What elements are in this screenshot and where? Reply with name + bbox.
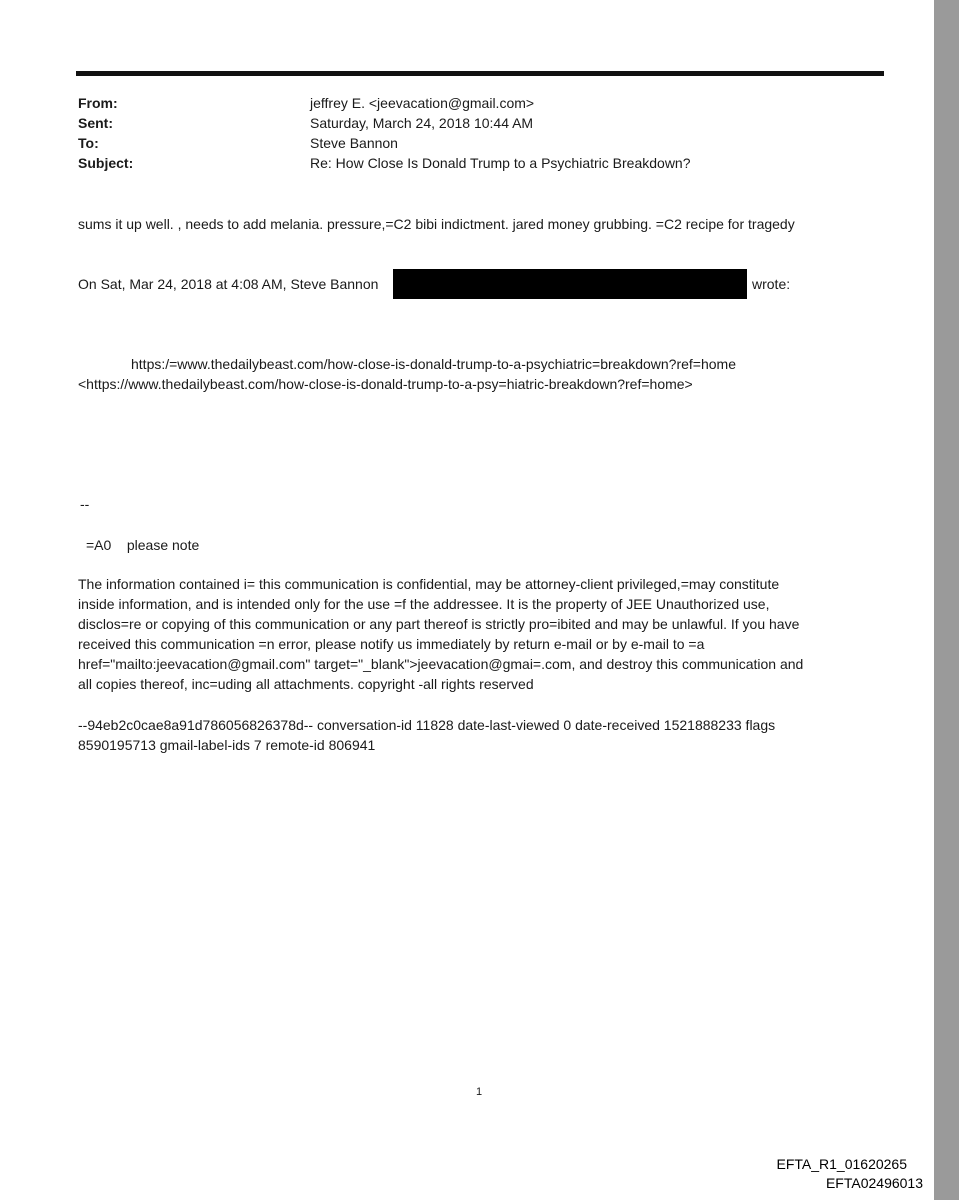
to-row — [78, 133, 878, 153]
to-label: To: — [78, 135, 99, 151]
from-value: jeffrey E. <jeevacation@gmail.com> — [310, 95, 535, 111]
quote-intro-wrote: wrote: — [752, 276, 791, 292]
from-label: From: — [78, 95, 118, 111]
bates-number-primary: EFTA_R1_01620265 — [776, 1156, 907, 1172]
signature-separator: -- — [80, 496, 90, 512]
disclaimer-line: disclos=re or copying of this communication or any part thereof is strictly pro=ibited and may be unlawful. If you have — [78, 616, 800, 632]
subject-row — [78, 153, 878, 173]
redaction-block — [393, 269, 747, 299]
bates-number-secondary: EFTA02496013 — [825, 1175, 923, 1191]
subject-label: Subject: — [78, 155, 134, 171]
reply-text: sums it up well. , needs to add melania. pressure,=C2 bibi indictment. jared money grubbing. =C2 recipe for tragedy — [78, 216, 795, 232]
please-note-line: =A0 please note — [86, 537, 200, 553]
disclaimer-line: The information contained i= this communication is confidential, may be attorney-client privileged,=may constitute — [78, 576, 780, 592]
from-row — [78, 93, 878, 113]
sent-value: Saturday, March 24, 2018 10:44 AM — [310, 115, 534, 131]
quoted-url-line-1: https:/=www.thedailybeast.com/how-close-is-donald-trump-to-a-psychiatric=breakdown?ref=home — [131, 356, 737, 372]
metadata-line-2: 8590195713 gmail-label-ids 7 remote-id 806941 — [78, 737, 376, 753]
scan-edge — [934, 0, 959, 1200]
disclaimer-line: inside information, and is intended only for the use =f the addressee. It is the property of JEE Unauthorized use, — [78, 596, 770, 612]
header-divider — [76, 71, 884, 76]
disclaimer-line: received this communication =n error, please notify us immediately by return e-mail or by e-mail to =a — [78, 636, 705, 652]
quoted-url-line-2: <https://www.thedailybeast.com/how-close-is-donald-trump-to-a-psy=hiatric-breakdown?ref=home> — [78, 376, 693, 392]
confidentiality-disclaimer — [78, 574, 890, 694]
sent-row — [78, 113, 878, 133]
disclaimer-line: href="mailto:jeevacation@gmail.com" target="_blank">jeevacation@gmai=.com, and destroy this communication and — [78, 656, 804, 672]
subject-value: Re: How Close Is Donald Trump to a Psychiatric Breakdown? — [310, 155, 691, 171]
page-number: 1 — [476, 1086, 483, 1098]
quote-intro: On Sat, Mar 24, 2018 at 4:08 AM, Steve Bannon — [78, 276, 379, 292]
sent-label: Sent: — [78, 115, 113, 131]
to-value: Steve Bannon — [310, 135, 398, 151]
metadata-line-1: --94eb2c0cae8a91d786056826378d-- conversation-id 11828 date-last-viewed 0 date-received 1521888233 flags — [78, 717, 776, 733]
disclaimer-line: all copies thereof, inc=uding all attachments. copyright -all rights reserved — [78, 676, 534, 692]
